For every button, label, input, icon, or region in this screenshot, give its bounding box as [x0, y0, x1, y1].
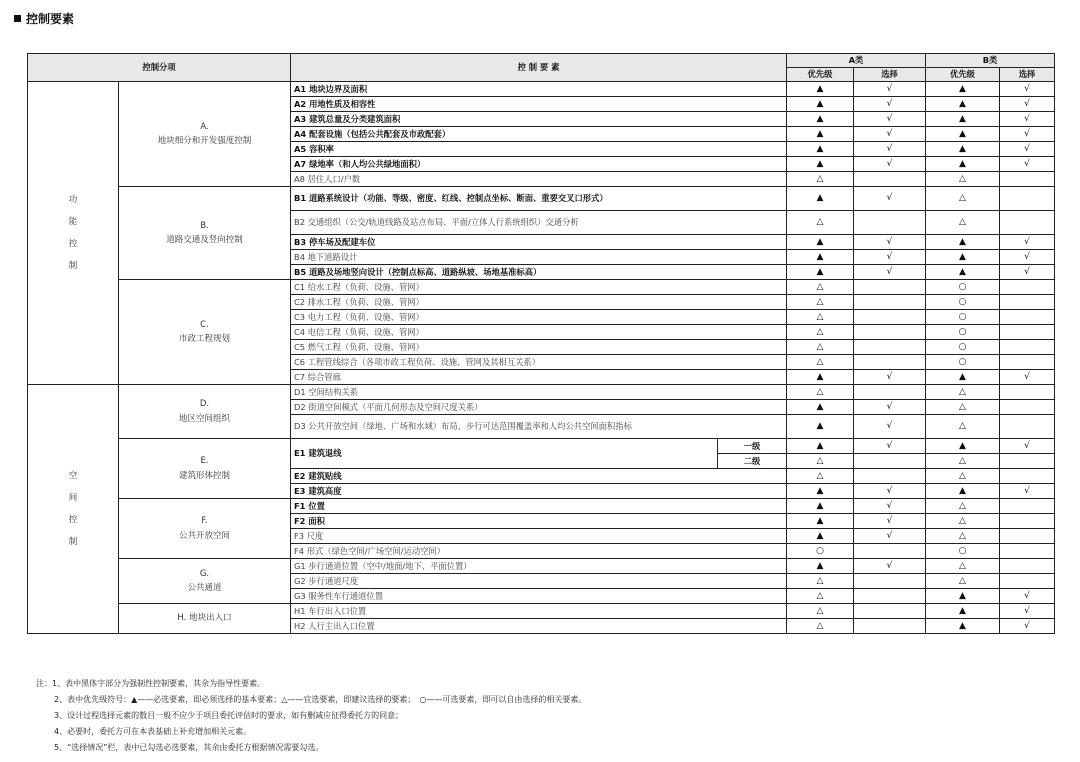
a-select-cell: [854, 211, 926, 235]
group-label-char: 空: [68, 470, 78, 481]
b-select-cell: √: [1000, 112, 1055, 127]
element-text: E1 建筑退线: [291, 439, 718, 469]
b-priority-cell: △: [926, 187, 1000, 211]
header-b-priority: 优先级: [926, 68, 1000, 82]
b-priority-cell: ○: [926, 295, 1000, 310]
subcategory-line: 市政工程规划: [178, 334, 230, 344]
a-priority-cell: ▲: [787, 250, 854, 265]
a-priority-cell: △: [787, 280, 854, 295]
element-level: 二级: [718, 454, 787, 469]
b-priority-cell: △: [926, 454, 1000, 469]
b-priority-cell: ○: [926, 355, 1000, 370]
group-label-char: 功: [68, 194, 78, 205]
a-priority-cell: ▲: [787, 82, 854, 97]
element-text: C3 电力工程（负荷、设施、管网）: [291, 310, 787, 325]
a-priority-cell: ▲: [787, 514, 854, 529]
a-priority-cell: △: [787, 574, 854, 589]
element-level: 一级: [718, 439, 787, 454]
a-select-cell: √: [854, 529, 926, 544]
header-a-priority: 优先级: [787, 68, 854, 82]
group-label-char: 制: [68, 261, 78, 272]
a-priority-cell: ▲: [787, 400, 854, 415]
element-text: A2 用地性质及相容性: [291, 97, 787, 112]
table-row: [28, 82, 1055, 97]
b-priority-cell: △: [926, 415, 1000, 439]
a-priority-cell: △: [787, 211, 854, 235]
b-select-cell: √: [1000, 370, 1055, 385]
a-select-cell: √: [854, 112, 926, 127]
a-select-cell: √: [854, 499, 926, 514]
b-select-cell: [1000, 187, 1055, 211]
a-priority-cell: △: [787, 604, 854, 619]
subcategory-label: [119, 82, 291, 187]
a-priority-cell: ▲: [787, 157, 854, 172]
b-select-cell: [1000, 385, 1055, 400]
b-select-cell: √: [1000, 142, 1055, 157]
element-text: F4 形式（绿色空间/广场空间/运动空间）: [291, 544, 787, 559]
table-row: [28, 604, 1055, 619]
b-priority-cell: ▲: [926, 370, 1000, 385]
a-priority-cell: ▲: [787, 529, 854, 544]
b-select-cell: √: [1000, 250, 1055, 265]
note-line: 3、设计过程选择元素的数目一般不应少于项目委托评估时的要求，如有删减应征得委托方的同意；: [54, 711, 404, 720]
b-select-cell: [1000, 295, 1055, 310]
element-text: A8 居住人口/户数: [291, 172, 787, 187]
a-select-cell: [854, 619, 926, 634]
group-label-char: 控: [68, 515, 78, 525]
subcategory-line: 地块细分和开发强度控制: [157, 136, 252, 146]
element-text: H2 人行主出入口位置: [291, 619, 787, 634]
table-row: [28, 385, 1055, 400]
header-control-item: 控制分项: [28, 54, 291, 82]
a-priority-cell: △: [787, 454, 854, 469]
subcategory-line: 地区空间组织: [178, 413, 230, 424]
subcategory-label: [119, 439, 291, 499]
element-text: G2 步行通道尺度: [291, 574, 787, 589]
a-priority-cell: ▲: [787, 415, 854, 439]
a-select-cell: √: [854, 484, 926, 499]
a-select-cell: √: [854, 250, 926, 265]
a-priority-cell: △: [787, 385, 854, 400]
a-priority-cell: ○: [787, 544, 854, 559]
table-row: [28, 439, 1055, 454]
element-text: F1 位置: [291, 499, 787, 514]
header-a-class: A类: [787, 54, 926, 68]
element-text: A3 建筑总量及分类建筑面积: [291, 112, 787, 127]
a-priority-cell: ▲: [787, 187, 854, 211]
b-priority-cell: △: [926, 400, 1000, 415]
a-priority-cell: △: [787, 340, 854, 355]
a-priority-cell: △: [787, 589, 854, 604]
a-select-cell: [854, 574, 926, 589]
element-text: C5 燃气工程（负荷、设施、管网）: [291, 340, 787, 355]
a-select-cell: [854, 340, 926, 355]
a-select-cell: [854, 172, 926, 187]
a-select-cell: √: [854, 415, 926, 439]
a-select-cell: √: [854, 97, 926, 112]
subcategory-line: C.: [200, 319, 209, 330]
element-text: B4 地下道路设计: [291, 250, 787, 265]
b-priority-cell: ▲: [926, 619, 1000, 634]
b-select-cell: √: [1000, 82, 1055, 97]
b-priority-cell: △: [926, 211, 1000, 235]
a-select-cell: √: [854, 127, 926, 142]
subcategory-line: 公共开放空间: [178, 530, 230, 541]
a-priority-cell: ▲: [787, 127, 854, 142]
control-elements-table: [27, 53, 1055, 634]
element-text: B3 停车场及配建车位: [291, 235, 787, 250]
b-priority-cell: ▲: [926, 265, 1000, 280]
b-select-cell: √: [1000, 484, 1055, 499]
a-priority-cell: ▲: [787, 142, 854, 157]
a-select-cell: √: [854, 514, 926, 529]
b-priority-cell: ▲: [926, 157, 1000, 172]
a-select-cell: [854, 295, 926, 310]
a-select-cell: √: [854, 400, 926, 415]
header-control-elements: 控 制 要 素: [291, 54, 787, 82]
a-priority-cell: ▲: [787, 499, 854, 514]
subcategory-line: G.: [199, 568, 210, 579]
b-select-cell: [1000, 454, 1055, 469]
b-select-cell: [1000, 415, 1055, 439]
a-select-cell: √: [854, 82, 926, 97]
table-body: [28, 82, 1055, 634]
b-priority-cell: ▲: [926, 97, 1000, 112]
subcategory-label: [119, 499, 291, 559]
element-text: C7 综合管廊: [291, 370, 787, 385]
a-priority-cell: △: [787, 295, 854, 310]
a-select-cell: [854, 604, 926, 619]
a-select-cell: √: [854, 187, 926, 211]
b-priority-cell: ○: [926, 310, 1000, 325]
b-select-cell: [1000, 469, 1055, 484]
page-title: 控制要素: [14, 10, 74, 27]
a-select-cell: √: [854, 142, 926, 157]
note-line: 2、表中优先级符号：▲——必选要素，即必须选择的基本要素；△——宜选要素，即建议选择的要素； ○——可选要素，即可以自由选择的相关要素。: [54, 695, 587, 704]
subcategory-line: 建筑形体控制: [178, 470, 230, 481]
element-text: C2 排水工程（负荷、设施、管网）: [291, 295, 787, 310]
element-text: D2 街道空间模式（平面几何形态及空间尺度关系）: [291, 400, 787, 415]
element-text: B5 道路及场地竖向设计（控制点标高、道路纵坡、场地基准标高）: [291, 265, 787, 280]
element-text: A7 绿地率（和人均公共绿地面积）: [291, 157, 787, 172]
b-select-cell: √: [1000, 439, 1055, 454]
table-row: [28, 559, 1055, 574]
b-select-cell: [1000, 514, 1055, 529]
notes: [36, 676, 586, 756]
b-priority-cell: △: [926, 529, 1000, 544]
table-row: [28, 280, 1055, 295]
a-priority-cell: ▲: [787, 265, 854, 280]
a-select-cell: √: [854, 370, 926, 385]
a-select-cell: √: [854, 265, 926, 280]
subcategory-line: E.: [200, 456, 209, 467]
element-text: E2 建筑贴线: [291, 469, 787, 484]
b-priority-cell: △: [926, 559, 1000, 574]
element-text: H1 车行出入口位置: [291, 604, 787, 619]
subcategory-label: [119, 604, 291, 634]
a-priority-cell: △: [787, 325, 854, 340]
b-priority-cell: △: [926, 499, 1000, 514]
b-select-cell: [1000, 355, 1055, 370]
a-select-cell: √: [854, 559, 926, 574]
table-row: [28, 187, 1055, 211]
a-priority-cell: ▲: [787, 112, 854, 127]
b-select-cell: [1000, 325, 1055, 340]
group-label-char: 控: [68, 239, 78, 249]
subcategory-line: 公共通道: [187, 583, 222, 593]
header-b-select: 选择: [1000, 68, 1055, 82]
subcategory-line: F.: [201, 516, 208, 527]
subcategory-line: 道路交通及竖向控制: [166, 235, 243, 245]
a-select-cell: [854, 325, 926, 340]
a-priority-cell: ▲: [787, 235, 854, 250]
b-select-cell: [1000, 310, 1055, 325]
element-text: C1 给水工程（负荷、设施、管网）: [291, 280, 787, 295]
element-text: G1 步行通道位置（空中/地面/地下、平面位置）: [291, 559, 787, 574]
element-text: D3 公共开放空间（绿地、广场和水域）布局、步行可达范围覆盖率和人均公共空间面积指标: [291, 415, 787, 439]
b-select-cell: [1000, 340, 1055, 355]
group-label: [28, 385, 119, 634]
element-text: B1 道路系统设计（功能、等级、密度、红线、控制点坐标、断面、重要交叉口形式）: [291, 187, 787, 211]
a-select-cell: [854, 310, 926, 325]
b-priority-cell: ▲: [926, 235, 1000, 250]
element-text: B2 交通组织（公交/轨道线路及站点布局、平面/立体人行系统组织）交通分析: [291, 211, 787, 235]
b-priority-cell: ▲: [926, 112, 1000, 127]
a-select-cell: [854, 589, 926, 604]
group-label-char: 制: [68, 537, 78, 548]
b-select-cell: [1000, 400, 1055, 415]
a-select-cell: [854, 280, 926, 295]
element-text: A1 地块边界及面积: [291, 82, 787, 97]
b-select-cell: [1000, 544, 1055, 559]
b-select-cell: √: [1000, 589, 1055, 604]
subcategory-label: [119, 559, 291, 604]
subcategory-line: B.: [200, 220, 209, 231]
a-select-cell: √: [854, 235, 926, 250]
element-text: C6 工程管线综合（各项市政工程负荷、设施、管网及其相互关系）: [291, 355, 787, 370]
a-select-cell: √: [854, 439, 926, 454]
b-priority-cell: ▲: [926, 439, 1000, 454]
group-label: [28, 82, 119, 385]
a-select-cell: [854, 355, 926, 370]
element-text: C4 电信工程（负荷、设施、管网）: [291, 325, 787, 340]
square-bullet-icon: [14, 15, 21, 22]
note-line: 4、必要时，委托方可在本表基础上补充增加相关元素。: [54, 727, 252, 736]
subcategory-label: [119, 385, 291, 439]
subcategory-line: H. 地块出入口: [177, 613, 232, 624]
b-priority-cell: ▲: [926, 82, 1000, 97]
b-priority-cell: ▲: [926, 589, 1000, 604]
element-text: E3 建筑高度: [291, 484, 787, 499]
b-priority-cell: ○: [926, 325, 1000, 340]
element-text: D1 空间结构关系: [291, 385, 787, 400]
element-text: F3 尺度: [291, 529, 787, 544]
b-priority-cell: △: [926, 469, 1000, 484]
b-select-cell: [1000, 559, 1055, 574]
table-row: [28, 499, 1055, 514]
header-a-select: 选择: [854, 68, 926, 82]
a-select-cell: [854, 469, 926, 484]
b-priority-cell: △: [926, 172, 1000, 187]
a-priority-cell: △: [787, 172, 854, 187]
a-priority-cell: ▲: [787, 484, 854, 499]
subcategory-label: [119, 187, 291, 280]
a-select-cell: [854, 544, 926, 559]
b-priority-cell: △: [926, 514, 1000, 529]
b-select-cell: √: [1000, 127, 1055, 142]
b-priority-cell: ▲: [926, 604, 1000, 619]
b-select-cell: [1000, 211, 1055, 235]
a-priority-cell: ▲: [787, 97, 854, 112]
b-priority-cell: △: [926, 385, 1000, 400]
b-priority-cell: ○: [926, 544, 1000, 559]
element-text: G3 服务性车行通道位置: [291, 589, 787, 604]
group-label-char: 能: [68, 216, 78, 227]
note-line: 注：1、表中黑体字部分为强制性控制要素，其余为指导性要素。: [36, 679, 266, 688]
b-select-cell: √: [1000, 235, 1055, 250]
subcategory-label: [119, 280, 291, 385]
b-priority-cell: △: [926, 574, 1000, 589]
a-select-cell: [854, 454, 926, 469]
b-select-cell: [1000, 574, 1055, 589]
a-priority-cell: △: [787, 310, 854, 325]
element-text: A4 配套设施（包括公共配套及市政配套）: [291, 127, 787, 142]
b-select-cell: √: [1000, 619, 1055, 634]
header-b-class: B类: [926, 54, 1055, 68]
b-select-cell: √: [1000, 265, 1055, 280]
b-select-cell: [1000, 172, 1055, 187]
a-priority-cell: ▲: [787, 370, 854, 385]
a-select-cell: [854, 385, 926, 400]
subcategory-line: D.: [199, 399, 210, 410]
note-line: 5、“选择情况”栏，表中已勾选必选要素，其余由委托方根据情况需要勾选。: [54, 743, 324, 752]
b-priority-cell: ▲: [926, 142, 1000, 157]
a-priority-cell: △: [787, 469, 854, 484]
group-label-char: 间: [68, 492, 78, 503]
b-priority-cell: ▲: [926, 484, 1000, 499]
b-select-cell: [1000, 529, 1055, 544]
b-select-cell: √: [1000, 157, 1055, 172]
b-priority-cell: ▲: [926, 250, 1000, 265]
b-priority-cell: ○: [926, 340, 1000, 355]
a-priority-cell: ▲: [787, 559, 854, 574]
element-text: F2 面积: [291, 514, 787, 529]
a-select-cell: √: [854, 157, 926, 172]
a-priority-cell: △: [787, 355, 854, 370]
a-priority-cell: ▲: [787, 439, 854, 454]
b-priority-cell: ○: [926, 280, 1000, 295]
a-priority-cell: △: [787, 619, 854, 634]
b-select-cell: √: [1000, 604, 1055, 619]
b-select-cell: [1000, 499, 1055, 514]
b-select-cell: [1000, 280, 1055, 295]
b-select-cell: √: [1000, 97, 1055, 112]
element-text: A5 容积率: [291, 142, 787, 157]
b-priority-cell: ▲: [926, 127, 1000, 142]
subcategory-line: A.: [200, 121, 209, 132]
